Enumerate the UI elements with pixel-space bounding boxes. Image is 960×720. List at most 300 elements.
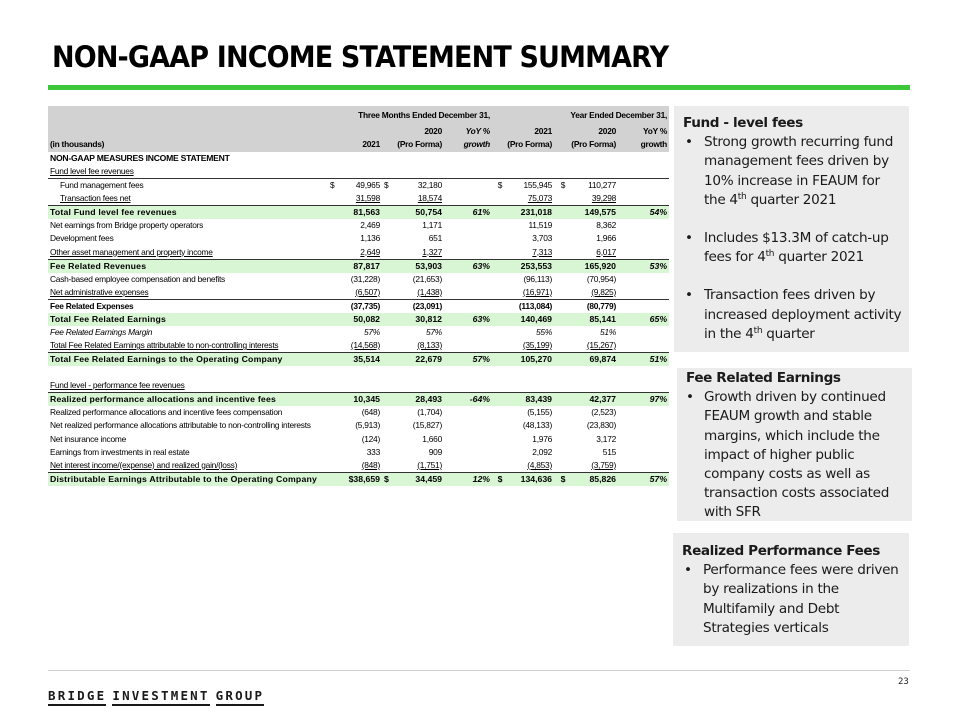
currency-symbol bbox=[382, 459, 400, 473]
row-label: Total Fee Related Earnings attributable to non-controlling interests bbox=[50, 340, 279, 351]
subsection-fund-fees: Fund level fee revenues bbox=[50, 166, 134, 177]
value-q2021: (37,735) bbox=[340, 299, 382, 313]
value-q-yoy bbox=[444, 326, 492, 339]
value-y-yoy bbox=[618, 419, 669, 432]
header-y-2020: 2020 bbox=[554, 124, 618, 138]
table-total-row bbox=[48, 353, 669, 367]
currency-symbol bbox=[382, 419, 400, 432]
table-row bbox=[48, 273, 669, 286]
value-y2020: (2,523) bbox=[591, 407, 617, 418]
callout-bullet-list bbox=[677, 388, 912, 522]
logo-word: GROUP bbox=[216, 688, 265, 706]
header-y-2021: 2021 bbox=[492, 124, 554, 138]
currency-symbol bbox=[382, 273, 400, 286]
logo-word: BRIDGE bbox=[48, 688, 106, 706]
table-total-row bbox=[48, 206, 669, 220]
value-q2021: $38,659 bbox=[328, 472, 382, 486]
callout-heading: Fund - level fees bbox=[683, 115, 803, 131]
currency-symbol bbox=[382, 299, 400, 313]
value-y-yoy bbox=[618, 273, 669, 286]
currency-symbol bbox=[492, 419, 508, 432]
value-y2020: (3,759) bbox=[591, 459, 617, 470]
value-y-yoy bbox=[618, 286, 669, 300]
table-total-row bbox=[48, 259, 669, 273]
bullet-text: Performance fees were driven by realizations in the Multifamily and Debt Strategies verticals bbox=[703, 562, 899, 636]
value-q2021: 2,649 bbox=[360, 246, 380, 257]
value-y2020: 39,298 bbox=[591, 193, 617, 204]
value-y2021: 253,553 bbox=[508, 259, 554, 273]
row-label: Cash-based employee compensation and benefits bbox=[50, 273, 225, 284]
value-q2021: 57% bbox=[363, 327, 380, 338]
value-q-yoy bbox=[444, 433, 492, 446]
value-q2021: (31,228) bbox=[350, 273, 380, 284]
value-q2021: (648) bbox=[361, 407, 380, 418]
currency-symbol bbox=[554, 353, 572, 367]
logo-word: INVESTMENT bbox=[112, 688, 209, 706]
ordinal-suffix: th bbox=[765, 249, 775, 260]
row-label: Transaction fees net bbox=[60, 193, 131, 204]
spacer-row bbox=[48, 366, 669, 379]
currency-symbol bbox=[328, 459, 340, 473]
value-q2020: 28,493 bbox=[400, 393, 444, 407]
row-label: Total Fee Related Earnings bbox=[48, 313, 328, 326]
callout-bullet bbox=[674, 133, 909, 210]
table-row bbox=[48, 326, 669, 339]
bullet-icon: • bbox=[685, 134, 693, 151]
currency-symbol bbox=[554, 286, 572, 300]
value-q-yoy bbox=[444, 273, 492, 286]
value-y2021: (113,084) bbox=[508, 299, 554, 313]
value-q2020: 22,679 bbox=[400, 353, 444, 367]
currency-symbol bbox=[554, 232, 572, 245]
currency-symbol bbox=[382, 286, 400, 300]
header-y-2021-proforma: (Pro Forma) bbox=[492, 138, 554, 152]
bullet-text-end: quarter 2021 bbox=[774, 249, 865, 266]
row-label: Fee Related Earnings Margin bbox=[50, 327, 153, 338]
currency-symbol bbox=[492, 326, 508, 339]
currency-symbol bbox=[492, 393, 508, 407]
row-label: Total Fee Related Earnings to the Operating Company bbox=[48, 353, 328, 367]
value-q-yoy bbox=[444, 419, 492, 432]
value-q-yoy: 57% bbox=[444, 353, 492, 367]
value-q-yoy bbox=[444, 406, 492, 419]
value-y-yoy bbox=[618, 179, 669, 193]
value-y-yoy: 97% bbox=[618, 393, 669, 407]
row-label: Net earnings from Bridge property operators bbox=[50, 220, 204, 231]
section-title-row bbox=[48, 152, 669, 165]
row-label: Net insurance income bbox=[50, 433, 126, 444]
currency-symbol bbox=[328, 406, 340, 419]
value-y2021: 105,270 bbox=[508, 353, 554, 367]
value-q2021: (124) bbox=[361, 433, 380, 444]
value-y-yoy bbox=[618, 299, 669, 313]
ordinal-suffix: th bbox=[737, 191, 747, 202]
value-q2021: 333 bbox=[366, 446, 380, 457]
table-header-period-row bbox=[48, 106, 669, 124]
bullet-text: Transaction fees driven by increased deployment activity in the 4 bbox=[704, 287, 902, 342]
value-q2021: 81,563 bbox=[340, 206, 382, 220]
value-y2020: 110,277 bbox=[572, 179, 618, 193]
value-q2020: 1,327 bbox=[422, 246, 442, 257]
callout-heading: Realized Performance Fees bbox=[682, 543, 880, 559]
value-q-yoy bbox=[444, 232, 492, 245]
value-q2021: 1,136 bbox=[360, 233, 380, 244]
value-q2020: (23,091) bbox=[400, 299, 444, 313]
value-y2020: 85,826 bbox=[572, 472, 618, 486]
currency-symbol bbox=[492, 459, 508, 473]
callout-heading: Fee Related Earnings bbox=[686, 370, 841, 386]
table-row bbox=[48, 179, 669, 193]
value-y-yoy bbox=[618, 459, 669, 473]
currency-symbol bbox=[554, 206, 572, 220]
value-y2020: 51% bbox=[600, 327, 617, 338]
currency-symbol bbox=[554, 299, 572, 313]
value-y2021: (5,155) bbox=[527, 407, 553, 418]
spacer-cell bbox=[48, 366, 669, 379]
currency-symbol bbox=[554, 246, 572, 260]
value-y2021: 2,092 bbox=[532, 446, 553, 457]
currency-symbol bbox=[328, 353, 340, 367]
currency-symbol bbox=[328, 326, 340, 339]
currency-symbol bbox=[492, 433, 508, 446]
currency-symbol bbox=[382, 406, 400, 419]
value-y2020: 42,377 bbox=[572, 393, 618, 407]
currency-symbol bbox=[382, 259, 400, 273]
value-y2021: (4,853) bbox=[527, 459, 553, 470]
currency-symbol bbox=[492, 286, 508, 300]
row-label: Realized performance allocations and incentive fees bbox=[48, 393, 328, 407]
value-q2020: 909 bbox=[428, 446, 442, 457]
currency-symbol bbox=[382, 232, 400, 245]
currency-symbol bbox=[492, 246, 508, 260]
value-y-yoy bbox=[618, 433, 669, 446]
value-q2021: 2,469 bbox=[360, 220, 380, 231]
bullet-icon: • bbox=[686, 389, 694, 406]
value-q2020: 53,903 bbox=[400, 259, 444, 273]
callout-bullet-list bbox=[674, 133, 909, 344]
currency-symbol bbox=[328, 219, 340, 232]
value-y2020: 3,172 bbox=[596, 433, 617, 444]
subsection-performance: Fund level - performance fee revenues bbox=[50, 380, 185, 391]
table-row bbox=[48, 246, 669, 260]
value-q2021: (14,568) bbox=[350, 340, 380, 351]
row-label: Realized performance allocations and incentive fees compensation bbox=[50, 407, 283, 418]
currency-symbol bbox=[328, 393, 340, 407]
value-y-yoy bbox=[618, 192, 669, 206]
row-label: Total Fund level fee revenues bbox=[48, 206, 328, 220]
callout-bullet bbox=[674, 286, 909, 344]
currency-symbol bbox=[492, 353, 508, 367]
bullet-icon: • bbox=[684, 562, 692, 579]
value-y2020: 149,575 bbox=[572, 206, 618, 220]
value-q2021: 31,598 bbox=[355, 193, 380, 204]
currency-symbol bbox=[554, 446, 572, 459]
currency-symbol bbox=[492, 273, 508, 286]
bullet-text: Includes $13.3M of catch-up fees for 4 bbox=[704, 230, 889, 266]
table-row bbox=[48, 406, 669, 419]
value-y2021: 1,976 bbox=[532, 433, 553, 444]
currency-symbol bbox=[382, 446, 400, 459]
value-y2020: (23,830) bbox=[586, 420, 617, 431]
value-y-yoy: 57% bbox=[618, 472, 669, 486]
table-header-row-bottom bbox=[48, 138, 669, 152]
value-q-yoy bbox=[444, 459, 492, 473]
value-y-yoy bbox=[618, 406, 669, 419]
value-y2021: (96,113) bbox=[523, 273, 553, 284]
row-label: Net realized performance allocations attributable to non-controlling interests bbox=[50, 420, 311, 431]
page-title: NON-GAAP INCOME STATEMENT SUMMARY bbox=[52, 40, 669, 74]
header-q-2021: 2021 bbox=[328, 138, 382, 152]
value-y-yoy bbox=[618, 446, 669, 459]
currency-symbol bbox=[328, 206, 340, 220]
value-y2021: 231,018 bbox=[508, 206, 554, 220]
bullet-text-end: quarter 2021 bbox=[746, 191, 837, 208]
value-q-yoy: 63% bbox=[444, 313, 492, 326]
currency-symbol bbox=[492, 206, 508, 220]
row-label: Other asset management and property income bbox=[50, 246, 213, 257]
value-q-yoy bbox=[444, 446, 492, 459]
value-q2021: (6,507) bbox=[355, 286, 380, 297]
value-q2020: 57% bbox=[425, 327, 442, 338]
value-q-yoy bbox=[444, 192, 492, 206]
value-q2021: 87,817 bbox=[340, 259, 382, 273]
company-logo bbox=[48, 688, 270, 703]
value-y2020: 1,966 bbox=[596, 233, 617, 244]
value-q2021: 50,082 bbox=[340, 313, 382, 326]
callout-fee-related-earnings bbox=[677, 368, 912, 521]
callout-bullet-list bbox=[673, 561, 909, 638]
value-q-yoy bbox=[444, 339, 492, 353]
value-q2020: (1,751) bbox=[417, 459, 442, 470]
value-q2020: (8,133) bbox=[417, 340, 442, 351]
callout-bullet bbox=[673, 561, 909, 638]
currency-symbol bbox=[492, 299, 508, 313]
table-row bbox=[48, 286, 669, 300]
value-y-yoy: 51% bbox=[618, 353, 669, 367]
value-q-yoy bbox=[444, 246, 492, 260]
callout-bullet bbox=[674, 229, 909, 267]
row-label: Fee Related Expenses bbox=[48, 299, 328, 313]
currency-symbol bbox=[328, 433, 340, 446]
currency-symbol bbox=[554, 406, 572, 419]
currency-symbol bbox=[328, 339, 340, 353]
value-q2020: (21,653) bbox=[412, 273, 442, 284]
value-q2021: (5,913) bbox=[355, 420, 380, 431]
value-y-yoy: 53% bbox=[618, 259, 669, 273]
currency-symbol bbox=[328, 192, 340, 206]
currency-symbol bbox=[492, 192, 508, 206]
income-statement-table bbox=[48, 106, 669, 486]
value-q2020: 30,812 bbox=[400, 313, 444, 326]
currency-symbol bbox=[382, 393, 400, 407]
value-q-yoy: 12% bbox=[444, 472, 492, 486]
value-y2021: 75,073 bbox=[527, 193, 553, 204]
header-q-yoy-growth: growth bbox=[444, 138, 492, 152]
bullet-text-end: quarter bbox=[762, 325, 815, 342]
value-y2021: (16,971) bbox=[522, 286, 553, 297]
value-y2020: 6,017 bbox=[596, 246, 617, 257]
value-q-yoy: 63% bbox=[444, 259, 492, 273]
value-y2020: 69,874 bbox=[572, 353, 618, 367]
callout-bullet bbox=[677, 388, 912, 522]
value-y2020: 8,362 bbox=[596, 220, 617, 231]
currency-symbol bbox=[328, 259, 340, 273]
value-q-yoy bbox=[444, 179, 492, 193]
value-q2020: 1,171 bbox=[422, 220, 442, 231]
bullet-icon: • bbox=[685, 230, 693, 247]
value-q2021: 49,965 bbox=[340, 179, 382, 193]
subsection-row bbox=[48, 165, 669, 179]
value-q2020: (15,827) bbox=[412, 420, 442, 431]
currency-symbol bbox=[328, 246, 340, 260]
header-y-2020-proforma: (Pro Forma) bbox=[554, 138, 618, 152]
value-y2020: 515 bbox=[602, 446, 617, 457]
table-row bbox=[48, 192, 669, 206]
table-row bbox=[48, 299, 669, 313]
currency-symbol bbox=[328, 313, 340, 326]
value-q2020: 1,660 bbox=[422, 433, 442, 444]
value-y-yoy bbox=[618, 232, 669, 245]
value-y2020: (15,267) bbox=[586, 340, 617, 351]
row-label: Earnings from investments in real estate bbox=[50, 446, 190, 457]
currency-symbol bbox=[492, 219, 508, 232]
value-q2020: (1,438) bbox=[417, 286, 442, 297]
value-y2021: 55% bbox=[536, 327, 553, 338]
currency-symbol bbox=[382, 192, 400, 206]
value-q-yoy: -64% bbox=[444, 393, 492, 407]
currency-symbol bbox=[328, 273, 340, 286]
ordinal-suffix: th bbox=[753, 325, 763, 336]
currency-symbol: $ bbox=[554, 179, 572, 193]
value-y-yoy bbox=[618, 246, 669, 260]
table-row bbox=[48, 419, 669, 432]
currency-symbol bbox=[382, 326, 400, 339]
currency-symbol bbox=[382, 219, 400, 232]
bullet-text: Strong growth recurring fund management fees driven by 10% increase in FEAUM for the 4 bbox=[704, 134, 894, 208]
bullet-icon: • bbox=[685, 287, 693, 304]
currency-symbol bbox=[492, 446, 508, 459]
currency-symbol bbox=[328, 286, 340, 300]
table-total-row bbox=[48, 313, 669, 326]
value-y2021: 155,945 bbox=[508, 179, 554, 193]
currency-symbol bbox=[554, 433, 572, 446]
currency-symbol bbox=[554, 192, 572, 206]
value-q2020: 50,754 bbox=[400, 206, 444, 220]
value-q-yoy: 61% bbox=[444, 206, 492, 220]
currency-symbol bbox=[382, 433, 400, 446]
table-row bbox=[48, 459, 669, 473]
value-y2020: 165,920 bbox=[572, 259, 618, 273]
currency-symbol bbox=[492, 406, 508, 419]
value-q2020: 18,574 bbox=[417, 193, 442, 204]
value-y-yoy: 54% bbox=[618, 206, 669, 220]
bullet-text: Growth driven by continued FEAUM growth and stable margins, which include the impact of higher public company costs as well as transaction costs associated with SFR bbox=[704, 389, 890, 521]
table-row bbox=[48, 219, 669, 232]
currency-symbol bbox=[492, 232, 508, 245]
currency-symbol bbox=[328, 446, 340, 459]
currency-symbol bbox=[554, 219, 572, 232]
currency-symbol bbox=[328, 419, 340, 432]
footer-divider bbox=[48, 670, 910, 671]
currency-symbol bbox=[382, 353, 400, 367]
currency-symbol bbox=[554, 393, 572, 407]
value-y-yoy bbox=[618, 219, 669, 232]
row-label: Net administrative expenses bbox=[50, 286, 149, 297]
currency-symbol bbox=[328, 299, 340, 313]
value-q2021: (848) bbox=[361, 459, 380, 470]
subsection-row bbox=[48, 379, 669, 393]
row-label: Fee Related Revenues bbox=[48, 259, 328, 273]
row-label: Distributable Earnings Attributable to the Operating Company bbox=[48, 472, 328, 486]
table-row bbox=[48, 433, 669, 446]
value-y2021: 140,469 bbox=[508, 313, 554, 326]
value-q2020: 651 bbox=[428, 233, 442, 244]
currency-symbol bbox=[492, 259, 508, 273]
currency-symbol: $ bbox=[382, 179, 400, 193]
value-q-yoy bbox=[444, 219, 492, 232]
value-y-yoy: 65% bbox=[618, 313, 669, 326]
currency-symbol bbox=[382, 313, 400, 326]
value-y2021: 83,439 bbox=[508, 393, 554, 407]
currency-symbol bbox=[554, 259, 572, 273]
currency-symbol bbox=[492, 339, 508, 353]
header-q-2020: 2020 bbox=[382, 124, 444, 138]
value-q-yoy bbox=[444, 286, 492, 300]
value-y-yoy bbox=[618, 339, 669, 353]
table-row bbox=[48, 446, 669, 459]
row-label: Net interest income/(expense) and realized gain/(loss) bbox=[50, 459, 238, 470]
value-y-yoy bbox=[618, 326, 669, 339]
currency-symbol bbox=[382, 339, 400, 353]
header-q-yoy: YoY % bbox=[444, 124, 492, 138]
currency-symbol bbox=[554, 419, 572, 432]
currency-symbol: $ bbox=[492, 179, 508, 193]
section-title: NON-GAAP MEASURES INCOME STATEMENT bbox=[50, 153, 230, 164]
header-y-yoy-growth: growth bbox=[618, 138, 669, 152]
value-q-yoy bbox=[444, 299, 492, 313]
callout-realized-performance-fees bbox=[673, 533, 909, 646]
currency-symbol bbox=[382, 206, 400, 220]
table-header-row-top bbox=[48, 124, 669, 138]
page-number: 23 bbox=[898, 677, 909, 687]
value-q2021: 10,345 bbox=[340, 393, 382, 407]
currency-symbol bbox=[554, 326, 572, 339]
value-y2020: (9,825) bbox=[591, 286, 617, 297]
callout-fund-level-fees bbox=[674, 106, 909, 352]
header-three-months: Three Months Ended December 31, bbox=[328, 106, 492, 124]
value-y2021: 7,313 bbox=[532, 246, 553, 257]
currency-symbol bbox=[554, 459, 572, 473]
table-row bbox=[48, 232, 669, 245]
value-y2021: (48,133) bbox=[522, 420, 553, 431]
currency-symbol: $ bbox=[382, 472, 400, 486]
row-label: Fund management fees bbox=[48, 179, 328, 193]
value-q2020: 32,180 bbox=[400, 179, 444, 193]
value-y2021: 11,519 bbox=[528, 220, 553, 231]
currency-symbol: $ bbox=[554, 472, 572, 486]
currency-symbol: $ bbox=[492, 472, 508, 486]
currency-symbol: $ bbox=[328, 179, 340, 193]
value-y2021: 3,703 bbox=[532, 233, 553, 244]
currency-symbol bbox=[328, 232, 340, 245]
value-y2021: (35,199) bbox=[522, 340, 553, 351]
value-y2020: 85,141 bbox=[572, 313, 618, 326]
currency-symbol bbox=[554, 339, 572, 353]
value-q2020: 34,459 bbox=[400, 472, 444, 486]
units-label: (in thousands) bbox=[48, 138, 328, 152]
row-label: Development fees bbox=[50, 233, 114, 244]
header-year: Year Ended December 31, bbox=[492, 106, 669, 124]
